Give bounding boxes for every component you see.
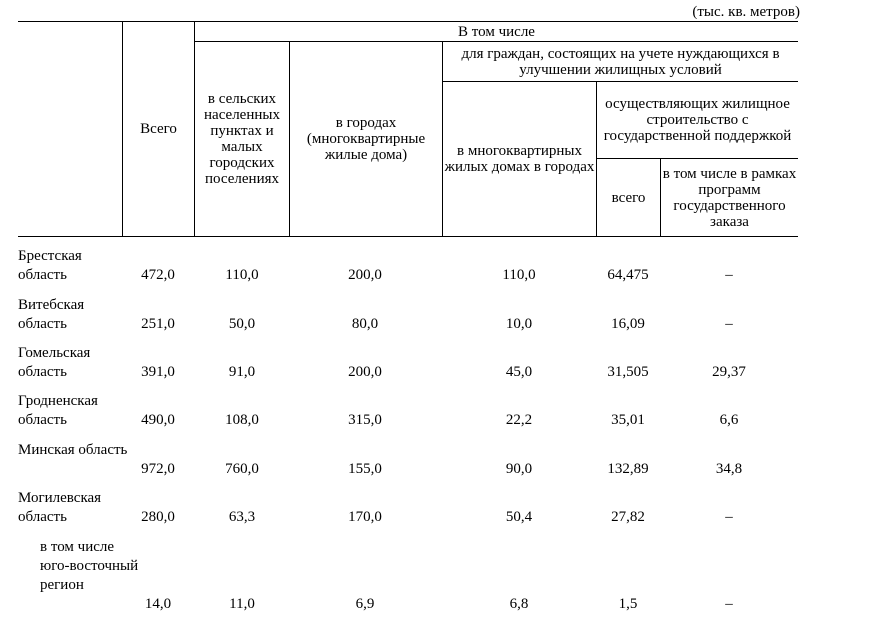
header-state-total: всего <box>611 189 646 206</box>
cell-total: 972,0 <box>141 461 175 477</box>
region-label: Минская область <box>18 442 128 458</box>
cell-cities: 200,0 <box>348 364 382 380</box>
cell-needy-mkd: 45,0 <box>505 364 533 380</box>
subregion-label: в том числе юго-восточный регион <box>40 539 139 593</box>
cell-rural: 760,0 <box>225 461 259 477</box>
header-rural: в сельских населенных пунктах и малых городских поселениях <box>204 91 280 187</box>
cell-needy-mkd: 6,8 <box>509 596 529 612</box>
cell-state-program: 6,6 <box>719 412 739 428</box>
cell-state-program: – <box>725 509 733 525</box>
cell-needy-mkd: 110,0 <box>502 267 536 283</box>
cell-rural: 110,0 <box>225 267 259 283</box>
cell-needy-mkd: 90,0 <box>505 461 533 477</box>
region-label: Брестская область <box>18 248 82 283</box>
cell-cities: 80,0 <box>351 316 379 332</box>
header-state-support: осуществляющих жилищное строительство с государственной поддержкой <box>603 96 792 144</box>
region-label: Гродненская область <box>18 393 98 428</box>
cell-rural: 91,0 <box>228 364 256 380</box>
header-total: Всего <box>140 121 177 137</box>
cell-state-total: 31,505 <box>607 364 649 380</box>
cell-state-total: 35,01 <box>611 412 645 428</box>
header-state-program: в том числе в рамках программ государственного заказа <box>662 165 797 230</box>
cell-rural: 63,3 <box>228 509 256 525</box>
cell-state-total: 16,09 <box>611 316 645 332</box>
cell-state-total: 64,475 <box>607 267 649 283</box>
cell-cities: 6,9 <box>355 596 375 612</box>
cell-state-program: 29,37 <box>712 364 746 380</box>
cell-total: 251,0 <box>141 316 175 332</box>
cell-state-program: – <box>725 267 733 283</box>
cell-rural: 50,0 <box>228 316 256 332</box>
cell-cities: 155,0 <box>348 461 382 477</box>
cell-state-total: 1,5 <box>618 596 638 612</box>
cell-cities: 170,0 <box>348 509 382 525</box>
cell-needy-mkd: 22,2 <box>505 412 533 428</box>
cell-state-program: – <box>725 596 733 612</box>
header-in-number: В том числе <box>458 23 535 40</box>
cell-total: 472,0 <box>141 267 175 283</box>
cell-total: 391,0 <box>141 364 175 380</box>
cell-cities: 200,0 <box>348 267 382 283</box>
region-label: Могилевская область <box>18 490 102 525</box>
header-bottom-rule <box>18 236 798 237</box>
region-label: Витебская область <box>18 297 85 332</box>
cell-total: 490,0 <box>141 412 175 428</box>
cell-state-total: 132,89 <box>607 461 649 477</box>
cell-rural: 108,0 <box>225 412 259 428</box>
cell-state-program: 34,8 <box>715 461 743 477</box>
units-caption: (тыс. кв. метров) <box>692 4 800 20</box>
cell-cities: 315,0 <box>348 412 382 428</box>
cell-total: 280,0 <box>141 509 175 525</box>
cell-state-program: – <box>725 316 733 332</box>
header-needy: для граждан, состоящих на учете нуждающихся в улучшении жилищных условий <box>461 45 780 78</box>
header-needy-mkd: в многоквартирных жилых домах в городах <box>444 143 595 175</box>
cell-state-total: 27,82 <box>611 509 645 525</box>
header-cities-mkd: в городах (многоквартирные жилые дома) <box>306 115 426 163</box>
cell-total: 14,0 <box>144 596 172 612</box>
cell-rural: 11,0 <box>229 596 255 612</box>
cell-needy-mkd: 10,0 <box>505 316 533 332</box>
region-label: Гомельская область <box>18 345 91 380</box>
cell-needy-mkd: 50,4 <box>505 509 533 525</box>
